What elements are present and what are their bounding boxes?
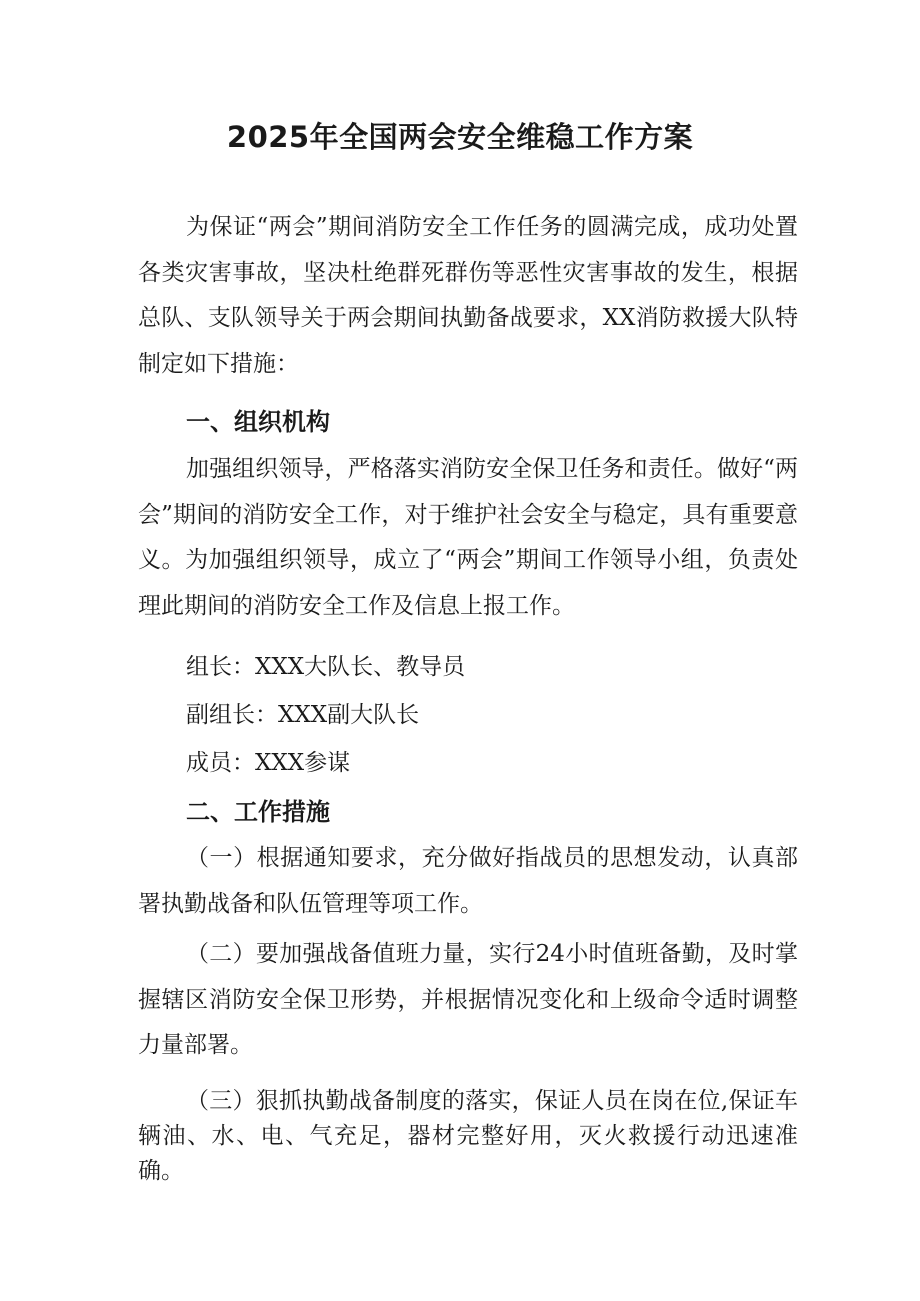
measure-item-2: （二）要加强战备值班力量，实行24小时值班备勤，及时掌握辖区消防安全保卫形势，并根据情况变化和上级命令适时调整力量部署。 bbox=[138, 941, 798, 1058]
member-deputy-leader: 副组长：XXX副大队长 bbox=[186, 702, 420, 728]
section-heading-measures: 二、工作措施 bbox=[186, 798, 330, 826]
measure-item-1: （一）根据通知要求，充分做好指战员的思想发动，认真部署执勤战备和队伍管理等项工作。 bbox=[138, 845, 798, 917]
organization-paragraph: 加强组织领导，严格落实消防安全保卫任务和责任。做好“两会”期间的消防安全工作，对于维护社会安全与稳定，具有重要意义。为加强组织领导，成立了“两会”期间工作领导小组，负责处理此期间的消防安全工作及信息上报工作。 bbox=[138, 456, 798, 619]
section-heading-organization: 一、组织机构 bbox=[186, 408, 330, 436]
member-staff: 成员：XXX参谋 bbox=[186, 750, 351, 776]
intro-paragraph: 为保证“两会”期间消防安全工作任务的圆满完成，成功处置各类灾害事故，坚决杜绝群死群伤等恶性灾害事故的发生，根据总队、支队领导关于两会期间执勤备战要求，XX消防救援大队特制定如下措施： bbox=[138, 214, 798, 377]
member-leader: 组长：XXX大队长、教导员 bbox=[186, 654, 466, 680]
document-title: 2025年全国两会安全维稳工作方案 bbox=[226, 120, 694, 154]
measure-item-3: （三）狠抓执勤战备制度的落实，保证人员在岗在位,保证车辆油、水、电、气充足，器材完整好用，灭火救援行动迅速准确。 bbox=[138, 1088, 798, 1184]
